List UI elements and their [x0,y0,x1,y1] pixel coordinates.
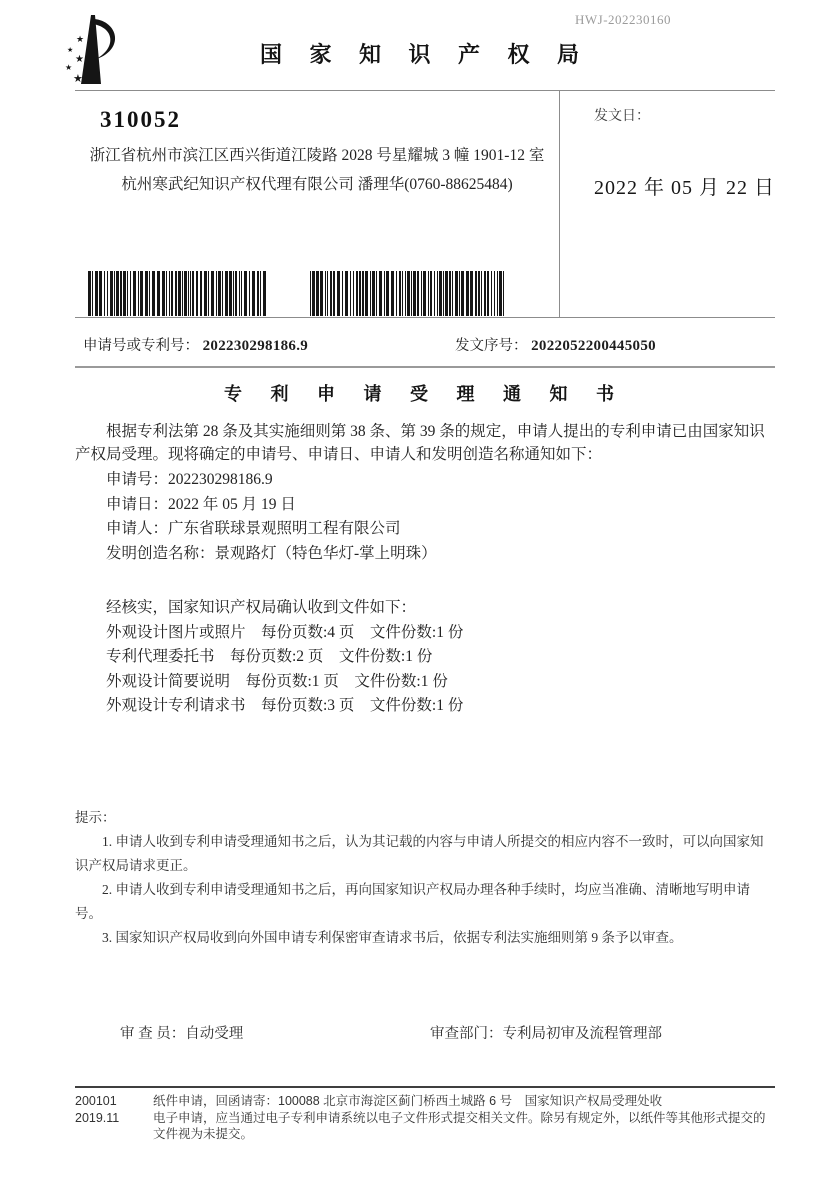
dispatch-date: 2022 年 05 月 22 日 [594,177,775,199]
received-files-list [75,621,775,719]
field-value: 景观路灯（特色华灯-掌上明珠） [214,544,437,562]
notice-intro: 根据专利法第 28 条及其实施细则第 38 条、第 39 条的规定，申请人提出的专利申请已由国家知识产权局受理。现将确定的申请号、申请日、申请人和发明创造名称通知如下： [75,423,765,463]
barcode-icon [88,271,266,316]
footer-form-code: 2019.11 [75,1110,120,1125]
svg-text:★: ★ [67,46,74,54]
serial-number-label: 发文序号： [455,338,528,354]
svg-text:★: ★ [75,54,84,65]
application-number: 202230298186.9 [202,338,309,354]
department-value: 专利局初审及流程管理部 [502,1026,662,1042]
application-fields [75,468,775,566]
svg-text:★: ★ [73,73,83,85]
examiner-label: 审 查 员： [120,1026,186,1042]
signoff-row [75,1022,775,1046]
field-value: 广东省联球景观照明工程有限公司 [168,520,401,537]
field-value: 202230298186.9 [168,471,273,488]
field-application-number [106,468,775,493]
examiner-field [120,1022,243,1043]
footer-note-text: 电子申请，应当通过电子专利申请系统以电子文件形式提交相关文件。除另有规定外，以纸件等其他形式提交的文件视为未提交。 [153,1110,766,1141]
reference-row [75,318,775,368]
received-file-item: 外观设计专利请求书 每份页数:3 页 文件份数:1 份 [106,697,464,714]
hints-section [75,806,775,950]
application-number-field [83,334,308,355]
notice-title: 专 利 申 请 受 理 通 知 书 [224,384,626,404]
barcode-row [88,271,506,316]
address-line-1: 浙江省杭州市滨江区西兴街道江陵路 2028 号星耀城 3 幢 1901-12 室 [89,147,545,164]
field-application-date [106,493,775,518]
footer-form-code: 200101 [75,1094,117,1108]
footer-row [75,1110,775,1143]
postal-code: 310052 [100,107,181,132]
document-reference-number: HWJ-202230160 [575,12,672,27]
received-file-item: 外观设计图片或照片 每份页数:4 页 文件份数:1 份 [106,623,464,641]
received-file-item: 专利代理委托书 每份页数:2 页 文件份数:1 份 [106,648,433,665]
field-label: 申请号： [106,471,169,488]
department-label: 审查部门： [430,1026,503,1042]
recipient-dispatch-box [75,90,775,318]
field-label: 申请人： [106,520,169,537]
application-number-label: 申请号或专利号： [83,338,199,354]
address-line-2: 杭州寒武纪知识产权代理有限公司 潘理华(0760-88625484) [121,176,513,193]
recipient-address [75,141,559,199]
footer-row [75,1093,775,1110]
notice-body [75,372,775,719]
received-files-intro: 经核实，国家知识产权局确认收到文件如下： [106,599,417,616]
field-invention-title [106,542,775,567]
examiner-value: 自动受理 [185,1026,244,1042]
department-field [430,1022,662,1043]
hint-item-3: 3. 国家知识产权局收到向外国申请专利保密审查请求书后，依据专利法实施细则第 9 条予以审查。 [102,930,683,945]
footer-note-text: 纸件申请，回函请寄：100088 北京市海淀区蓟门桥西土城路 6 号 国家知识产权局受理处收 [153,1094,663,1108]
svg-text:★: ★ [76,34,85,44]
svg-text:★: ★ [65,63,73,72]
footer-notes [75,1086,775,1143]
serial-number-field [455,334,656,355]
dispatch-date-label: 发文日： [594,109,650,124]
field-value: 2022 年 05 月 19 日 [168,495,296,513]
serial-number: 2022052200445050 [531,338,656,354]
field-applicant [106,517,775,542]
barcode-icon [310,271,506,316]
dispatch-section [559,91,775,317]
field-label: 申请日： [106,495,169,513]
hint-item-2: 2. 申请人收到专利申请受理通知书之后，再向国家知识产权局办理各种手续时，均应当准确、清晰地写明申请号。 [75,882,750,921]
hint-item-1: 1. 申请人收到专利申请受理通知书之后，认为其记载的内容与申请人所提交的相应内容不一致时，可以向国家知识产权局请求更正。 [75,834,764,873]
field-label: 发明创造名称： [106,544,215,562]
received-file-item: 外观设计简要说明 每份页数:1 页 文件份数:1 份 [106,672,448,690]
recipient-section [75,91,559,317]
hints-label: 提示： [75,810,116,825]
office-title: 国 家 知 识 产 权 局 [259,42,590,67]
